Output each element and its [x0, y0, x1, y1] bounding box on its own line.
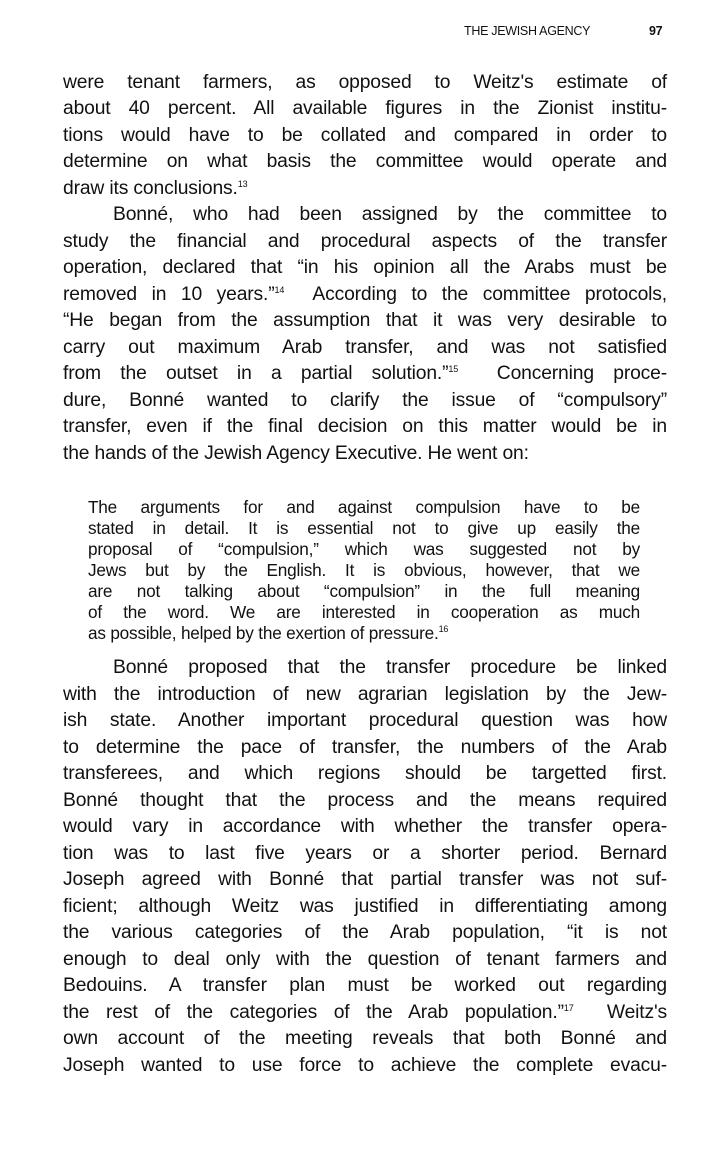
text-line: about 40 percent. All available figures in the Zionist institu-: [63, 98, 667, 119]
text-line: with the introduction of new agrarian legislation by the Jew-: [63, 684, 667, 705]
text-line: dure, Bonné wanted to clarify the issue of “compulsory”: [63, 390, 667, 411]
page-number: 97: [649, 24, 663, 38]
footnote-marker: 13: [237, 179, 248, 189]
text-line: ish state. Another important procedural question was how: [63, 710, 667, 731]
text-line: own account of the meeting reveals that both Bonné and: [63, 1028, 667, 1049]
text-line: draw its conclusions.$^{13}$: [63, 178, 248, 199]
text-line: Joseph agreed with Bonné that partial transfer was not suf-: [63, 869, 667, 890]
text-line: transfer, even if the final decision on this matter would be in: [63, 416, 667, 437]
footnote-marker: 14: [274, 285, 285, 295]
footnote-marker: 15: [448, 364, 459, 374]
text-line: Bonné, who had been assigned by the committee to: [113, 204, 667, 225]
text-line: transferees, and which regions should be targetted first.: [63, 763, 667, 784]
text-line: to determine the pace of transfer, the numbers of the Arab: [63, 737, 667, 758]
text-line: would vary in accordance with whether the transfer opera-: [63, 816, 667, 837]
text-line: operation, declared that “in his opinion all the Arabs must be: [63, 257, 667, 278]
quote-line: proposal of “compulsion,” which was suggested not by: [88, 539, 640, 559]
quote-line: stated in detail. It is essential not to give up easily the: [88, 518, 640, 538]
text-line: the hands of the Jewish Agency Executive. He went on:: [63, 443, 529, 464]
text-line: “He began from the assumption that it was very desirable to: [63, 310, 667, 331]
text-line: Bedouins. A transfer plan must be worked out regarding: [63, 975, 667, 996]
footnote-marker: 17: [563, 1003, 574, 1013]
text-line: were tenant farmers, as opposed to Weitz's estimate of: [63, 72, 667, 93]
quote-line: as possible, helped by the exertion of pressure.$^{16}$: [88, 623, 449, 643]
text-line: Joseph wanted to use force to achieve the complete evacu-: [63, 1055, 667, 1076]
running-title: THE JEWISH AGENCY: [464, 24, 591, 38]
text-line: enough to deal only with the question of tenant farmers and: [63, 949, 667, 970]
quote-line: The arguments for and against compulsion have to be: [88, 497, 640, 517]
text-line: ficient; although Weitz was justified in differentiating among: [63, 896, 667, 917]
text-line: tions would have to be collated and compared in order to: [63, 125, 667, 146]
footnote-marker: 16: [438, 624, 449, 634]
text-line: tion was to last five years or a shorter period. Bernard: [63, 843, 667, 864]
text-line: study the financial and procedural aspects of the transfer: [63, 231, 667, 252]
text-line: from the outset in a partial solution.”$^{15}$ Concerning proce-: [63, 363, 667, 384]
text-line: Bonné proposed that the transfer procedure be linked: [113, 657, 667, 678]
text-line: determine on what basis the committee would operate and: [63, 151, 667, 172]
text-line: the various categories of the Arab population, “it is not: [63, 922, 667, 943]
quote-line: are not talking about “compulsion” in the full meaning: [88, 581, 640, 601]
quote-line: of the word. We are interested in cooperation as much: [88, 602, 640, 622]
text-line: carry out maximum Arab transfer, and was not satisfied: [63, 337, 667, 358]
text-line: removed in 10 years.”$^{14}$ According to the committee protocols,: [63, 284, 667, 305]
running-head: [464, 24, 674, 38]
text-line: Bonné thought that the process and the means required: [63, 790, 667, 811]
quote-line: Jews but by the English. It is obvious, however, that we: [88, 560, 640, 580]
text-line: the rest of the categories of the Arab population.”$^{17}$ Weitz's: [63, 1002, 668, 1023]
